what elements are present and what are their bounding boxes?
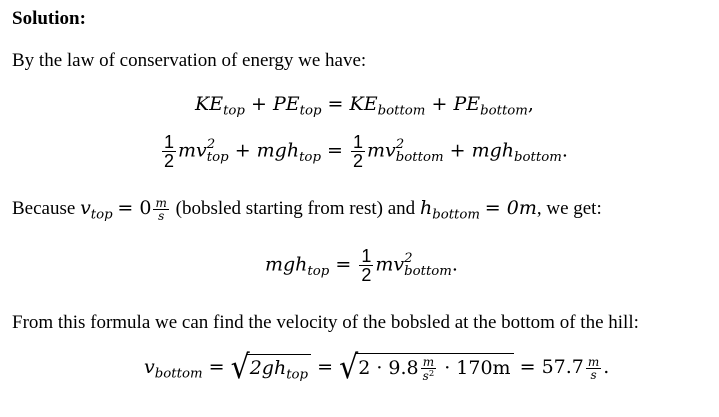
from-text: From this formula we can find the velocity of the bobsled at the bottom of the hill: xyxy=(12,312,639,333)
fraction-m-per-s: $\frac{m}{s}$ xyxy=(155,196,167,224)
equation-energy-expanded: $\frac{1}{2}$ mv 2 top + mgh$_{top}$ = $\frac{1}{2}$ mv 2 bottom + mgh$_{bottom}$. xyxy=(164,132,568,171)
fraction-half-2: $\frac{1}{2}$ xyxy=(352,132,363,171)
equation-velocity-result: $v_{bottom} = √2gh_{top} = √2 \cdot 9.8$ $\frac{m}{s^2}$ · 170m = 57.7 $\frac{m}{s}$ . xyxy=(144,348,610,387)
square-root-1: $√2gh_{top}$ xyxy=(231,353,312,383)
solution-heading: Solution: xyxy=(12,8,86,29)
fraction-half-3: $\frac{1}{2}$ xyxy=(361,246,372,285)
because-text: Because $v_{top} = 0$ $\frac{m}{s}$ (bobsled starting from rest) and $h_{bottom} = 0m$, we get: xyxy=(12,196,602,224)
equation-potential-equals-kinetic: mgh$_{top}$ = $\frac{1}{2}$ mv 2 bottom . xyxy=(265,246,458,285)
fraction-half: $\frac{1}{2}$ xyxy=(164,132,175,171)
equation-energy-conservation: $KE_{top} + PE_{top} = KE_{bottom} + PE_{bottom}$, xyxy=(195,93,534,119)
fraction-m-per-s2: $\frac{m}{s^2}$ xyxy=(422,355,435,384)
intro-text: By the law of conservation of energy we have: xyxy=(12,50,367,71)
fraction-m-per-s-result: $\frac{m}{s}$ xyxy=(587,354,600,382)
square-root-2: √2 · 9.8 $\frac{m}{s^2}$ · 170m xyxy=(339,353,513,383)
